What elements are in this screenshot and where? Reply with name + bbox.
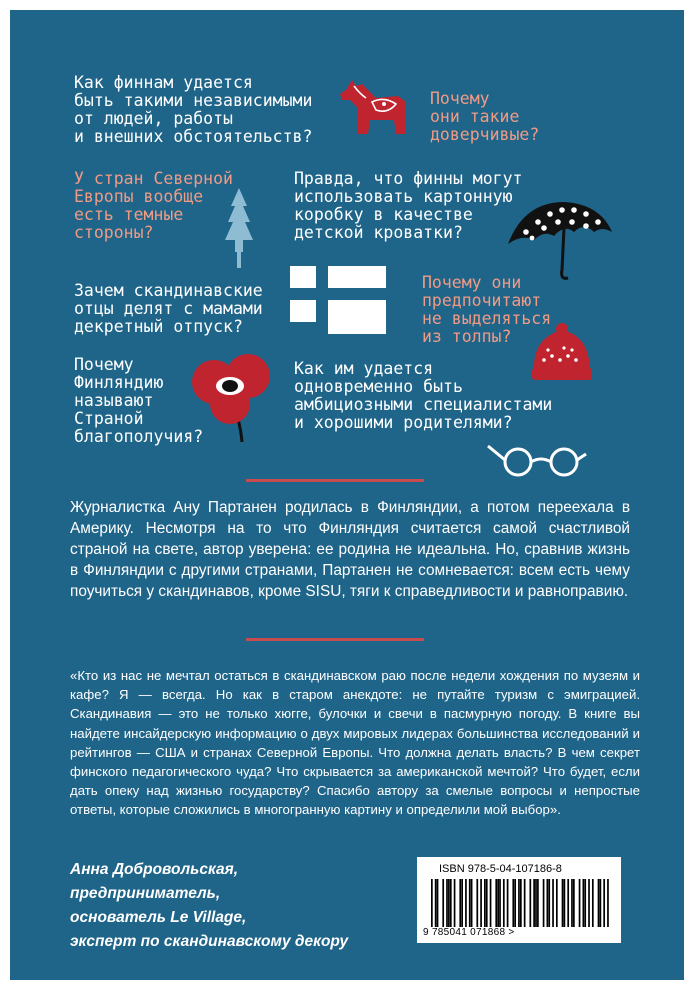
question-dark-sides: У стран Северной Европы вообще есть темные стороны? [74, 169, 233, 242]
barcode-bar [448, 879, 450, 927]
barcode-bar [603, 879, 605, 927]
barcode-bar [524, 879, 526, 927]
book-back-cover [10, 10, 684, 980]
barcode-bar [556, 879, 558, 927]
barcode-bar [584, 879, 586, 927]
barcode-bar [476, 879, 478, 927]
question-independence: Как финнам удается быть такими независимыми от людей, работы и внешних обстоятельств? [74, 73, 313, 146]
barcode-bar [471, 879, 473, 927]
barcode-bar [431, 879, 433, 927]
barcode-bar [564, 879, 566, 927]
barcode-bar [573, 879, 575, 927]
barcode-bar [459, 879, 461, 927]
divider-bottom [246, 638, 424, 641]
barcode-bar [535, 879, 537, 927]
attribution-role-3: эксперт по скандинавскому декору [70, 933, 349, 950]
barcode-bar [529, 879, 531, 927]
barcode-bar [450, 879, 452, 927]
barcode-bar [486, 879, 488, 927]
barcode-bar [490, 879, 492, 927]
poppy-flower-icon [186, 350, 278, 444]
barcode-bar [579, 879, 581, 927]
review-quote: «Кто из нас не мечтал остаться в скандинавском раю после недели хождения по музеям и кафе? Я — всегда. Но как в старом анекдоте: не путайте туризм с эмиграцией. Скандинавия — это не только хюгге, булочки и свечи в пасмурную погоду. В книге вы найдете инсайдерскую информацию о двух мировых лидерах большинства исследований и рейтингов — США и странах Северной Европы. Что должна делать власть? В чем секрет финского педагогического чуда? Что скрывается за американской мечтой? Что будет, если дать опеку над жизнью государству? Спасибо автору за смелые вопросы и непростые ответы, которые сложились в многогранную картину и определили мой выбор». [70, 668, 640, 818]
barcode-bar [582, 879, 584, 927]
barcode-bar [465, 879, 467, 927]
umbrella-icon [504, 196, 616, 284]
question-stand-out: Почему они предпочитают не выделяться из толпы? [422, 273, 552, 346]
glasses-icon [484, 440, 590, 480]
barcode-bar [480, 879, 482, 927]
barcode-bar [562, 879, 564, 927]
attribution-name: Анна Добровольская, [70, 861, 239, 878]
barcode-bar [484, 879, 486, 927]
question-welfare-country: Почему Финляндию называют Страной благополучия? [74, 355, 204, 446]
barcode-bar [512, 879, 514, 927]
fir-tree-icon [223, 188, 255, 268]
barcode-bar [454, 879, 456, 927]
dala-horse-icon [336, 76, 412, 144]
barcode-bar [461, 879, 463, 927]
barcode-bar [547, 879, 549, 927]
barcode-bar [548, 879, 550, 927]
barcode-bar [588, 879, 590, 927]
barcode-bar [503, 879, 505, 927]
barcode-bar [514, 879, 516, 927]
barcode-bar [607, 879, 609, 927]
question-cardboard-box: Правда, что финны могут использовать картонную коробку в качестве детской кроватки? [294, 169, 523, 242]
barcode-bar [592, 879, 594, 927]
barcode-bar [598, 879, 600, 927]
barcode-bar [495, 879, 497, 927]
barcode-bar [446, 879, 448, 927]
barcode-bar [435, 879, 437, 927]
barcode-bar [567, 879, 569, 927]
barcode-bar [571, 879, 573, 927]
barcode-bar [518, 879, 520, 927]
question-trust: Почему они такие доверчивые? [430, 89, 540, 144]
finnish-flag-icon [288, 264, 388, 340]
barcode-bar [442, 879, 444, 927]
barcode-bar [497, 879, 499, 927]
question-ambitious-parents: Как им удается одновременно быть амбициозными специалистами и хорошими родителями? [294, 359, 553, 432]
barcode-bar [520, 879, 522, 927]
barcode-bars [431, 879, 609, 927]
question-paternity-leave: Зачем скандинавские отцы делят с мамами декретный отпуск? [74, 281, 263, 336]
barcode-bar [533, 879, 535, 927]
barcode-bar [469, 879, 471, 927]
attribution-role-2: основатель Le Village, [70, 909, 247, 926]
divider-top [246, 479, 424, 482]
barcode-bar [537, 879, 539, 927]
attribution-role-1: предприниматель, [70, 885, 221, 902]
barcode-bar [600, 879, 602, 927]
barcode-bar [437, 879, 439, 927]
barcode-bar [543, 879, 545, 927]
ean-digits: 9 785041 071868 > [423, 927, 515, 938]
barcode-bar [552, 879, 554, 927]
author-bio: Журналистка Ану Партанен родилась в Финляндии, а потом переехала в Америку. Несмотря на то что Финляндия считается самой счастливой страной на свете, автор уверена: ее родина не идеальна. Но, сравнив жизнь в Финляндии с другими странами, Партанен не сомневается: всем есть чему поучиться у скандинавов, кроме SISU, тяги к справедливости и равноправию. [70, 499, 630, 600]
knit-hat-icon [528, 322, 596, 384]
barcode-bar [507, 879, 509, 927]
isbn-barcode [417, 857, 621, 943]
barcode-bar [499, 879, 501, 927]
isbn-number: ISBN 978-5-04-107186-8 [439, 863, 562, 875]
